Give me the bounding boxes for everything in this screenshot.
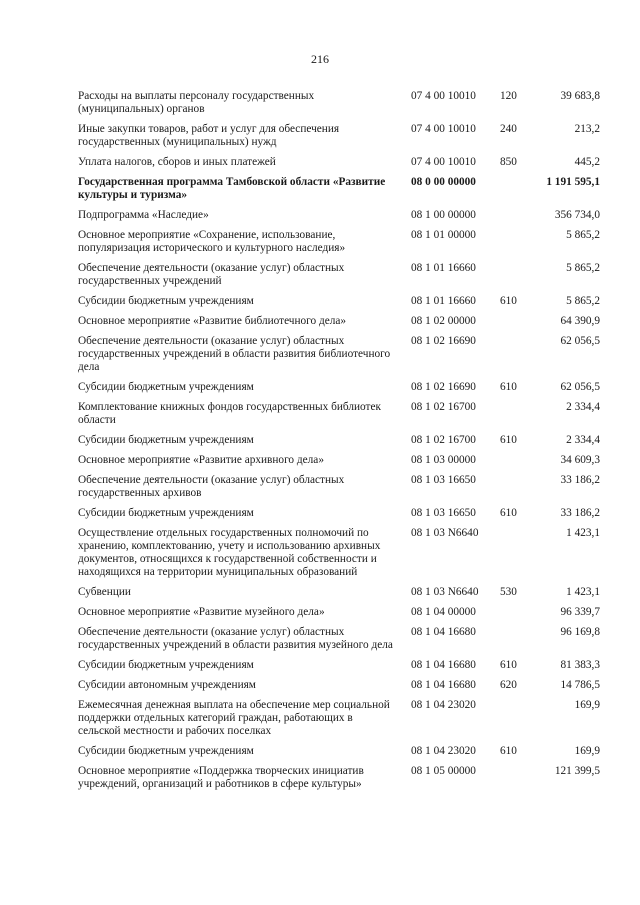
row-name: Подпрограмма «Наследие» — [78, 209, 209, 221]
row-code: 08 1 04 16680 — [411, 626, 476, 638]
row-name: Субсидии бюджетным учреждениям — [78, 434, 254, 446]
table-row — [78, 507, 608, 520]
table-row — [78, 659, 608, 672]
row-expense-type: 610 — [500, 295, 517, 307]
row-code: 08 1 04 00000 — [411, 606, 476, 618]
row-name: Субсидии бюджетным учреждениям — [78, 295, 254, 307]
table-row — [78, 606, 608, 619]
row-amount: 169,9 — [574, 745, 600, 757]
table-row — [78, 527, 608, 579]
row-code: 08 1 03 16650 — [411, 474, 476, 486]
row-expense-type: 610 — [500, 659, 517, 671]
row-name: Основное мероприятие «Развитие библиотечного дела» — [78, 315, 347, 327]
row-code: 08 1 04 16680 — [411, 679, 476, 691]
row-code: 08 1 03 N6640 — [411, 527, 479, 539]
row-code: 08 1 03 00000 — [411, 454, 476, 466]
row-name: Основное мероприятие «Развитие музейного дела» — [78, 606, 325, 618]
row-amount: 5 865,2 — [566, 295, 600, 307]
row-name: Субсидии бюджетным учреждениям — [78, 745, 254, 757]
row-code: 08 1 02 16690 — [411, 381, 476, 393]
row-expense-type: 120 — [500, 90, 517, 102]
table-row — [78, 401, 608, 427]
table-row — [78, 262, 608, 288]
row-name: Основное мероприятие «Развитие архивного дела» — [78, 454, 324, 466]
row-amount: 1 423,1 — [566, 586, 600, 598]
row-amount: 81 383,3 — [560, 659, 600, 671]
table-row — [78, 176, 608, 202]
row-code: 08 1 03 N6640 — [411, 586, 479, 598]
row-code: 08 1 01 16660 — [411, 295, 476, 307]
row-amount: 356 734,0 — [554, 209, 600, 221]
row-amount: 33 186,2 — [560, 507, 600, 519]
row-code: 08 1 04 23020 — [411, 699, 476, 711]
table-row — [78, 434, 608, 447]
row-amount: 5 865,2 — [566, 262, 600, 274]
row-code: 08 1 01 16660 — [411, 262, 476, 274]
row-amount: 62 056,5 — [560, 335, 600, 347]
table-row — [78, 381, 608, 394]
row-code: 07 4 00 10010 — [411, 90, 476, 102]
budget-table — [78, 90, 608, 798]
row-amount: 445,2 — [574, 156, 600, 168]
row-amount: 5 865,2 — [566, 229, 600, 241]
row-amount: 14 786,5 — [560, 679, 600, 691]
row-amount: 213,2 — [574, 123, 600, 135]
row-expense-type: 610 — [500, 507, 517, 519]
row-amount: 34 609,3 — [560, 454, 600, 466]
row-amount: 64 390,9 — [560, 315, 600, 327]
row-expense-type: 610 — [500, 434, 517, 446]
table-row — [78, 474, 608, 500]
row-amount: 1 191 595,1 — [546, 176, 600, 188]
row-code: 08 1 04 16680 — [411, 659, 476, 671]
row-code: 08 1 02 16700 — [411, 401, 476, 413]
row-expense-type: 850 — [500, 156, 517, 168]
row-code: 08 1 02 00000 — [411, 315, 476, 327]
table-row — [78, 626, 608, 652]
row-amount: 96 339,7 — [560, 606, 600, 618]
row-name: Субвенции — [78, 586, 131, 598]
page-number: 216 — [311, 52, 329, 66]
row-name: Иные закупки товаров, работ и услуг для обеспечения государственных (муниципальных) нужд — [78, 123, 340, 148]
row-amount: 62 056,5 — [560, 381, 600, 393]
row-name: Субсидии автономным учреждениям — [78, 679, 256, 691]
row-code: 08 1 03 16650 — [411, 507, 476, 519]
row-name: Субсидии бюджетным учреждениям — [78, 381, 254, 393]
table-row — [78, 123, 608, 149]
row-amount: 1 423,1 — [566, 527, 600, 539]
row-name: Субсидии бюджетным учреждениям — [78, 507, 254, 519]
row-code: 08 1 01 00000 — [411, 229, 476, 241]
row-code: 07 4 00 10010 — [411, 123, 476, 135]
row-code: 08 1 04 23020 — [411, 745, 476, 757]
row-amount: 2 334,4 — [566, 434, 600, 446]
row-code: 08 1 02 16690 — [411, 335, 476, 347]
row-amount: 39 683,8 — [560, 90, 600, 102]
table-row — [78, 765, 608, 791]
row-code: 08 1 02 16700 — [411, 434, 476, 446]
table-row — [78, 454, 608, 467]
row-name: Уплата налогов, сборов и иных платежей — [78, 156, 276, 168]
table-row — [78, 335, 608, 374]
row-name: Расходы на выплаты персоналу государственных (муниципальных) органов — [78, 90, 315, 115]
row-name: Основное мероприятие «Поддержка творческих инициатив учреждений, организаций и работников в сфере культуры» — [78, 765, 364, 790]
row-expense-type: 240 — [500, 123, 517, 135]
row-amount: 96 169,8 — [560, 626, 600, 638]
row-name: Основное мероприятие «Сохранение, использование, популяризация исторического и культурного наследия» — [78, 229, 346, 254]
row-code: 08 1 05 00000 — [411, 765, 476, 777]
row-code: 07 4 00 10010 — [411, 156, 476, 168]
row-amount: 2 334,4 — [566, 401, 600, 413]
row-name: Осуществление отдельных государственных полномочий по хранению, комплектованию, учету и использованию архивных документов, относящихся к государственной собственности и находящихся на территории муниципальных образований — [78, 527, 381, 578]
row-name: Государственная программа Тамбовской области «Развитие культуры и туризма» — [78, 176, 386, 201]
row-name: Обеспечение деятельности (оказание услуг) областных государственных архивов — [78, 474, 345, 499]
table-row — [78, 699, 608, 738]
row-expense-type: 610 — [500, 381, 517, 393]
row-name: Обеспечение деятельности (оказание услуг) областных государственных учреждений — [78, 262, 345, 287]
table-row — [78, 315, 608, 328]
table-row — [78, 295, 608, 308]
table-row — [78, 156, 608, 169]
row-name: Обеспечение деятельности (оказание услуг) областных государственных учреждений в области развития музейного дела — [78, 626, 393, 651]
table-row — [78, 229, 608, 255]
row-name: Ежемесячная денежная выплата на обеспечение мер социальной поддержки отдельных категорий граждан, работающих в сельской местности и рабочих поселках — [78, 699, 390, 737]
table-row — [78, 679, 608, 692]
row-expense-type: 530 — [500, 586, 517, 598]
row-amount: 121 399,5 — [554, 765, 600, 777]
row-expense-type: 610 — [500, 745, 517, 757]
table-row — [78, 209, 608, 222]
row-expense-type: 620 — [500, 679, 517, 691]
row-name: Комплектование книжных фондов государственных библиотек области — [78, 401, 381, 426]
row-name: Субсидии бюджетным учреждениям — [78, 659, 254, 671]
row-amount: 33 186,2 — [560, 474, 600, 486]
row-code: 08 0 00 00000 — [411, 176, 476, 188]
row-name: Обеспечение деятельности (оказание услуг) областных государственных учреждений в области развития библиотечного дела — [78, 335, 391, 373]
row-code: 08 1 00 00000 — [411, 209, 476, 221]
table-row — [78, 90, 608, 116]
table-row — [78, 586, 608, 599]
row-amount: 169,9 — [574, 699, 600, 711]
table-row — [78, 745, 608, 758]
